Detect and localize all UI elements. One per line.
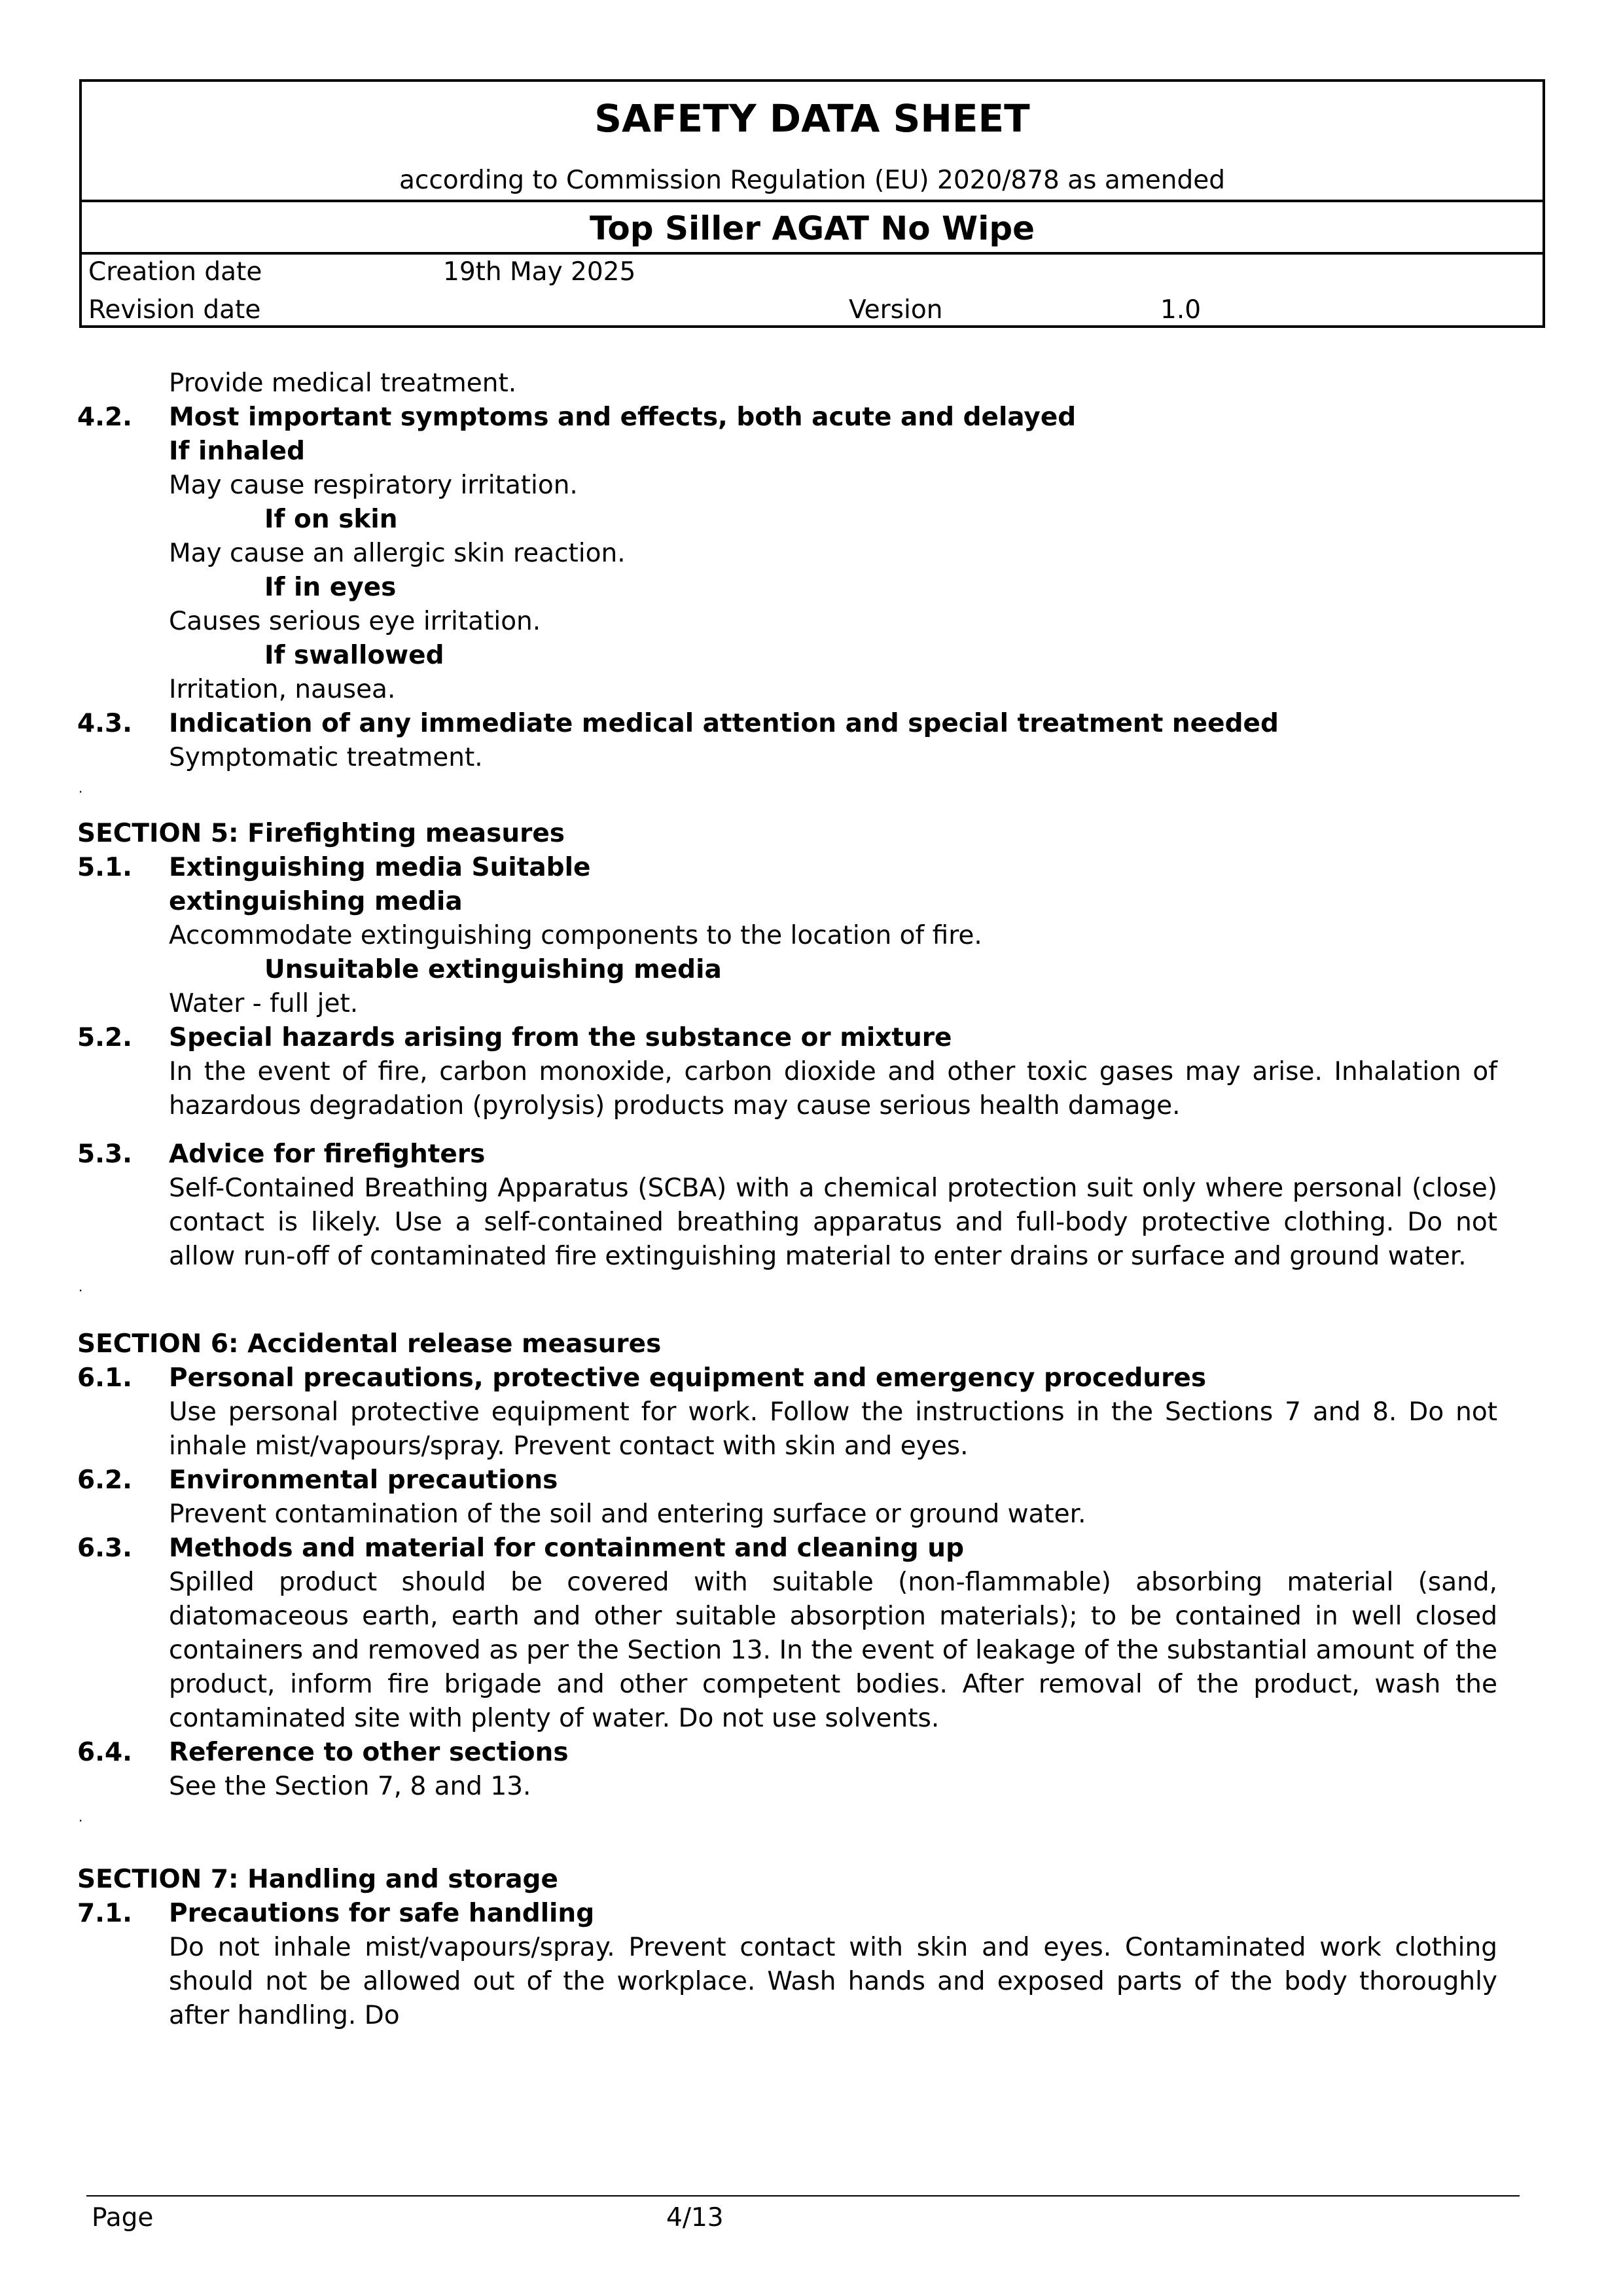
subsection-number: 5.1. bbox=[77, 853, 132, 882]
subheading: If on skin bbox=[264, 505, 398, 534]
subheading: Unsuitable extinguishing media bbox=[264, 955, 722, 984]
subsection-5-2 bbox=[77, 1021, 1497, 1055]
subsection-title: Special hazards arising from the substance or mixture bbox=[169, 1023, 952, 1052]
paragraph: Self-Contained Breathing Apparatus (SCBA) with a chemical protection suit only where personal (close) contact is likely. Use a self-contained breathing apparatus and full-body protective clothing. Do not allow run-off of contaminated fire extinguishing material to enter drains or surface and ground water. bbox=[169, 1174, 1497, 1271]
subsection-number: 6.4. bbox=[77, 1738, 132, 1767]
paragraph: Use personal protective equipment for work. Follow the instructions in the Sections 7 and 8. Do not inhale mist/vapours/spray. Prevent contact with skin and eyes. bbox=[169, 1397, 1497, 1461]
subsection-number: 7.1. bbox=[77, 1899, 132, 1928]
paragraph: Causes serious eye irritation. bbox=[169, 607, 541, 636]
creation-date-label: Creation date bbox=[88, 257, 262, 287]
paragraph: In the event of fire, carbon monoxide, carbon dioxide and other toxic gases may arise. Inhalation of hazardous degradation (pyrolysis) products may cause serious health damage. bbox=[169, 1057, 1497, 1121]
page-label: Page bbox=[92, 2203, 154, 2233]
subsection-7-1 bbox=[77, 1897, 1497, 1931]
paragraph: Symptomatic treatment. bbox=[169, 743, 483, 772]
subheading: extinguishing media bbox=[169, 887, 463, 916]
subsection-title: Environmental precautions bbox=[169, 1465, 558, 1495]
revision-date-label: Revision date bbox=[88, 295, 261, 325]
regulation-subtitle: according to Commission Regulation (EU) 2020/878 as amended bbox=[399, 166, 1225, 195]
subsection-title: Indication of any immediate medical attention and special treatment needed bbox=[169, 709, 1279, 738]
paragraph: May cause an allergic skin reaction. bbox=[169, 539, 626, 568]
subsection-title: Precautions for safe handling bbox=[169, 1899, 595, 1928]
paragraph: Irritation, nausea. bbox=[169, 675, 396, 704]
document-body bbox=[77, 367, 1497, 2033]
subsection-title: Personal precautions, protective equipment and emergency procedures bbox=[169, 1363, 1207, 1393]
footer-divider bbox=[86, 2195, 1520, 2197]
subsection-title: Extinguishing media Suitable bbox=[169, 853, 591, 882]
section-heading: SECTION 6: Accidental release measures bbox=[77, 1329, 662, 1359]
subsection-5-1 bbox=[77, 851, 1497, 885]
header-divider bbox=[82, 252, 1543, 255]
subsection-number: 6.3. bbox=[77, 1534, 132, 1563]
subsection-number: 6.1. bbox=[77, 1363, 132, 1393]
paragraph: May cause respiratory irritation. bbox=[169, 471, 578, 500]
subsection-number: 5.2. bbox=[77, 1023, 132, 1052]
subsection-6-1 bbox=[77, 1361, 1497, 1395]
document-title: SAFETY DATA SHEET bbox=[594, 96, 1030, 141]
paragraph: Prevent contamination of the soil and entering surface or ground water. bbox=[169, 1499, 1086, 1529]
subheading: If swallowed bbox=[264, 641, 444, 670]
subsection-title: Reference to other sections bbox=[169, 1738, 569, 1767]
subheading: If in eyes bbox=[264, 573, 397, 602]
subsection-number: 4.2. bbox=[77, 403, 132, 432]
page-number: 4/13 bbox=[666, 2203, 724, 2233]
subsection-4-3 bbox=[77, 707, 1497, 741]
separator-dot: · bbox=[79, 1813, 83, 1829]
creation-date-value: 19th May 2025 bbox=[443, 257, 636, 287]
subsection-4-2 bbox=[77, 401, 1497, 435]
section-heading: SECTION 5: Firefighting measures bbox=[77, 819, 565, 848]
separator-dot: · bbox=[79, 784, 83, 800]
paragraph: Accommodate extinguishing components to the location of fire. bbox=[169, 921, 982, 950]
separator-dot: · bbox=[79, 1283, 83, 1299]
paragraph: Spilled product should be covered with suitable (non-flammable) absorbing material (sand, diatomaceous earth, earth and other suitable absorption materials); to be contained in well closed containers and removed as per the Section 13. In the event of leakage of the substantial amount of the product, inform fire brigade and other competent bodies. After removal of the product, wash the contaminated site with plenty of water. Do not use solvents. bbox=[169, 1568, 1497, 1733]
paragraph: Do not inhale mist/vapours/spray. Prevent contact with skin and eyes. Contaminated work clothing should not be allowed out of the workplace. Wash hands and exposed parts of the body thoroughly after handling. Do bbox=[169, 1933, 1497, 2030]
subsection-title: Most important symptoms and effects, both acute and delayed bbox=[169, 403, 1077, 432]
subheading: If inhaled bbox=[169, 437, 306, 466]
subsection-number: 5.3. bbox=[77, 1139, 132, 1169]
paragraph: See the Section 7, 8 and 13. bbox=[169, 1772, 531, 1801]
section-heading: SECTION 7: Handling and storage bbox=[77, 1865, 558, 1894]
subsection-6-2 bbox=[77, 1463, 1497, 1498]
subsection-title: Methods and material for containment and cleaning up bbox=[169, 1534, 964, 1563]
paragraph: Water - full jet. bbox=[169, 989, 359, 1018]
product-name: Top Siller AGAT No Wipe bbox=[589, 209, 1035, 247]
subsection-number: 6.2. bbox=[77, 1465, 132, 1495]
subsection-6-4 bbox=[77, 1736, 1497, 1770]
version-value: 1.0 bbox=[1160, 295, 1202, 325]
document-header bbox=[79, 79, 1545, 328]
version-label: Version bbox=[849, 295, 943, 325]
subsection-number: 4.3. bbox=[77, 709, 132, 738]
header-divider bbox=[82, 200, 1543, 202]
paragraph: Provide medical treatment. bbox=[169, 368, 517, 398]
subsection-5-3 bbox=[77, 1138, 1497, 1172]
subsection-6-3 bbox=[77, 1532, 1497, 1566]
subsection-title: Advice for firefighters bbox=[169, 1139, 486, 1169]
